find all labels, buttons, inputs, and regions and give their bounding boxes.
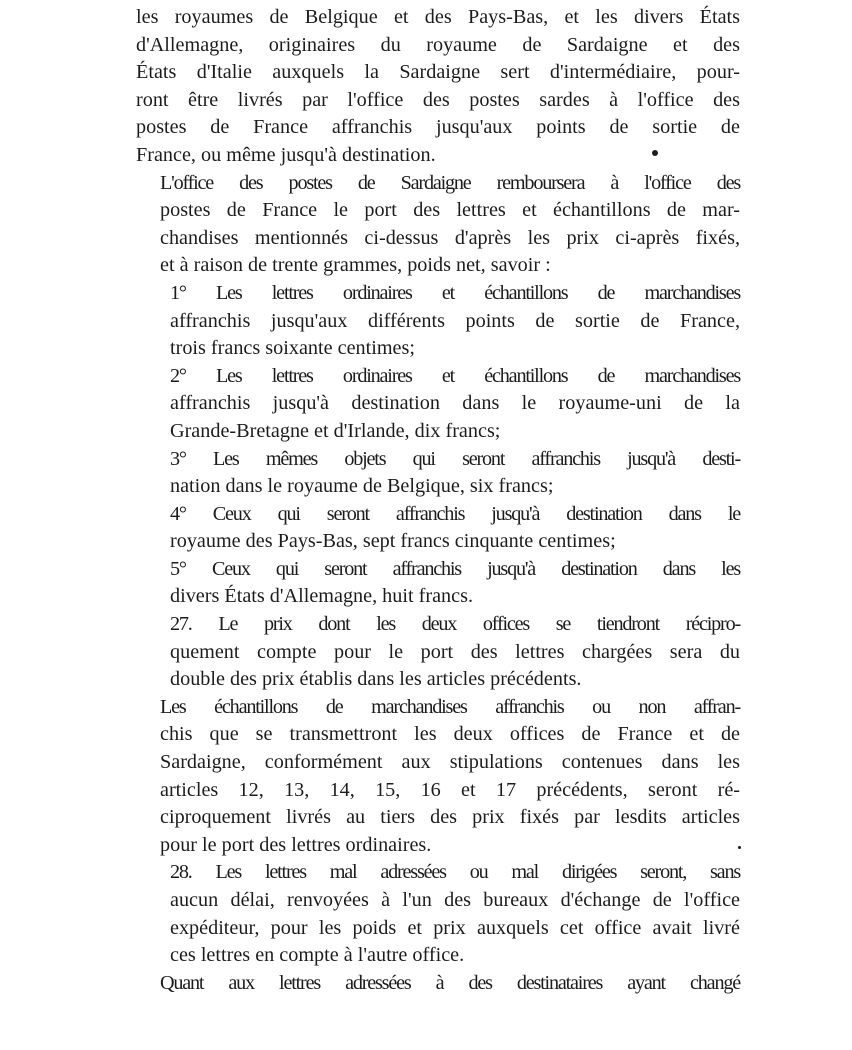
text-line: 4° Ceux qui seront affranchis jusqu'à destination dans le (170, 502, 740, 525)
paragraph (136, 280, 740, 363)
text-line: Sardaigne, conformément aux stipulations contenues dans les (160, 751, 740, 774)
text-line: articles 12, 13, 14, 15, 16 et 17 précédents, seront ré- (160, 778, 740, 801)
text-line: chis que se transmettront les deux offices de France et de (160, 723, 740, 746)
text-line: nation dans le royaume de Belgique, six francs; (170, 475, 554, 498)
text-line: ciproquement livrés au tiers des prix fixés par lesdits articles (160, 806, 740, 829)
paragraph (136, 501, 740, 556)
text-line: double des prix établis dans les articles précédents. (170, 668, 582, 691)
text-line: France, ou même jusqu'à destination. (136, 143, 436, 166)
paragraph (136, 4, 740, 170)
paragraph (136, 970, 740, 998)
paragraph (136, 694, 740, 860)
paragraph (136, 363, 740, 446)
text-line: ces lettres en compte à l'autre office. (170, 944, 465, 967)
text-line: quement compte pour le port des lettres chargées sera du (170, 640, 740, 663)
ink-speck (738, 846, 741, 849)
text-line: ront être livrés par l'office des postes sardes à l'office des (136, 88, 740, 111)
text-line: 27. Le prix dont les deux offices se tiendront récipro- (170, 613, 740, 636)
text-line: affranchis jusqu'aux différents points de sortie de France, (170, 309, 740, 332)
paragraph (136, 611, 740, 694)
ink-speck (652, 150, 658, 156)
text-line: pour le port des lettres ordinaires. (160, 833, 432, 856)
text-line: 3° Les mêmes objets qui seront affranchis jusqu'à desti- (170, 447, 740, 470)
text-line: les royaumes de Belgique et des Pays-Bas, et les divers États (136, 6, 740, 28)
text-line: Les échantillons de marchandises affranchis ou non affran- (160, 695, 740, 718)
text-line: trois francs soixante centimes; (170, 337, 415, 360)
paragraph (136, 859, 740, 969)
text-line: Grande-Bretagne et d'Irlande, dix francs; (170, 419, 501, 442)
text-line: d'Allemagne, originaires du royaume de Sardaigne et des (136, 33, 740, 56)
text-line: et à raison de trente grammes, poids net, savoir : (160, 254, 551, 277)
text-line: 2° Les lettres ordinaires et échantillons de marchandises (170, 364, 740, 387)
text-line: chandises mentionnés ci-dessus d'après les prix ci-après fixés, (160, 226, 740, 249)
text-line: 28. Les lettres mal adressées ou mal dirigées seront, sans (170, 861, 740, 884)
paragraph (136, 446, 740, 501)
text-line: postes de France affranchis jusqu'aux points de sortie de (136, 116, 740, 139)
text-line: États d'Italie auxquels la Sardaigne sert d'intermédiaire, pour- (136, 61, 740, 84)
text-line: 5° Ceux qui seront affranchis jusqu'à destination dans les (170, 557, 740, 580)
text-line: expéditeur, pour les poids et prix auxquels cet office avait livré (170, 916, 740, 939)
paragraph (136, 170, 740, 280)
text-line: Quant aux lettres adressées à des destinataires ayant changé (160, 971, 740, 994)
text-line: 1° Les lettres ordinaires et échantillons de marchandises (170, 281, 740, 304)
paragraph (136, 556, 740, 611)
text-line: postes de France le port des lettres et échantillons de mar- (160, 199, 740, 222)
text-line: royaume des Pays-Bas, sept francs cinquante centimes; (170, 530, 616, 553)
text-line: L'office des postes de Sardaigne remboursera à l'office des (160, 171, 740, 194)
document-page (136, 4, 740, 997)
text-line: aucun délai, renvoyées à l'un des bureaux d'échange de l'office (170, 889, 740, 911)
text-line: affranchis jusqu'à destination dans le royaume-uni de la (170, 392, 740, 415)
text-line: divers États d'Allemagne, huit francs. (170, 585, 473, 608)
